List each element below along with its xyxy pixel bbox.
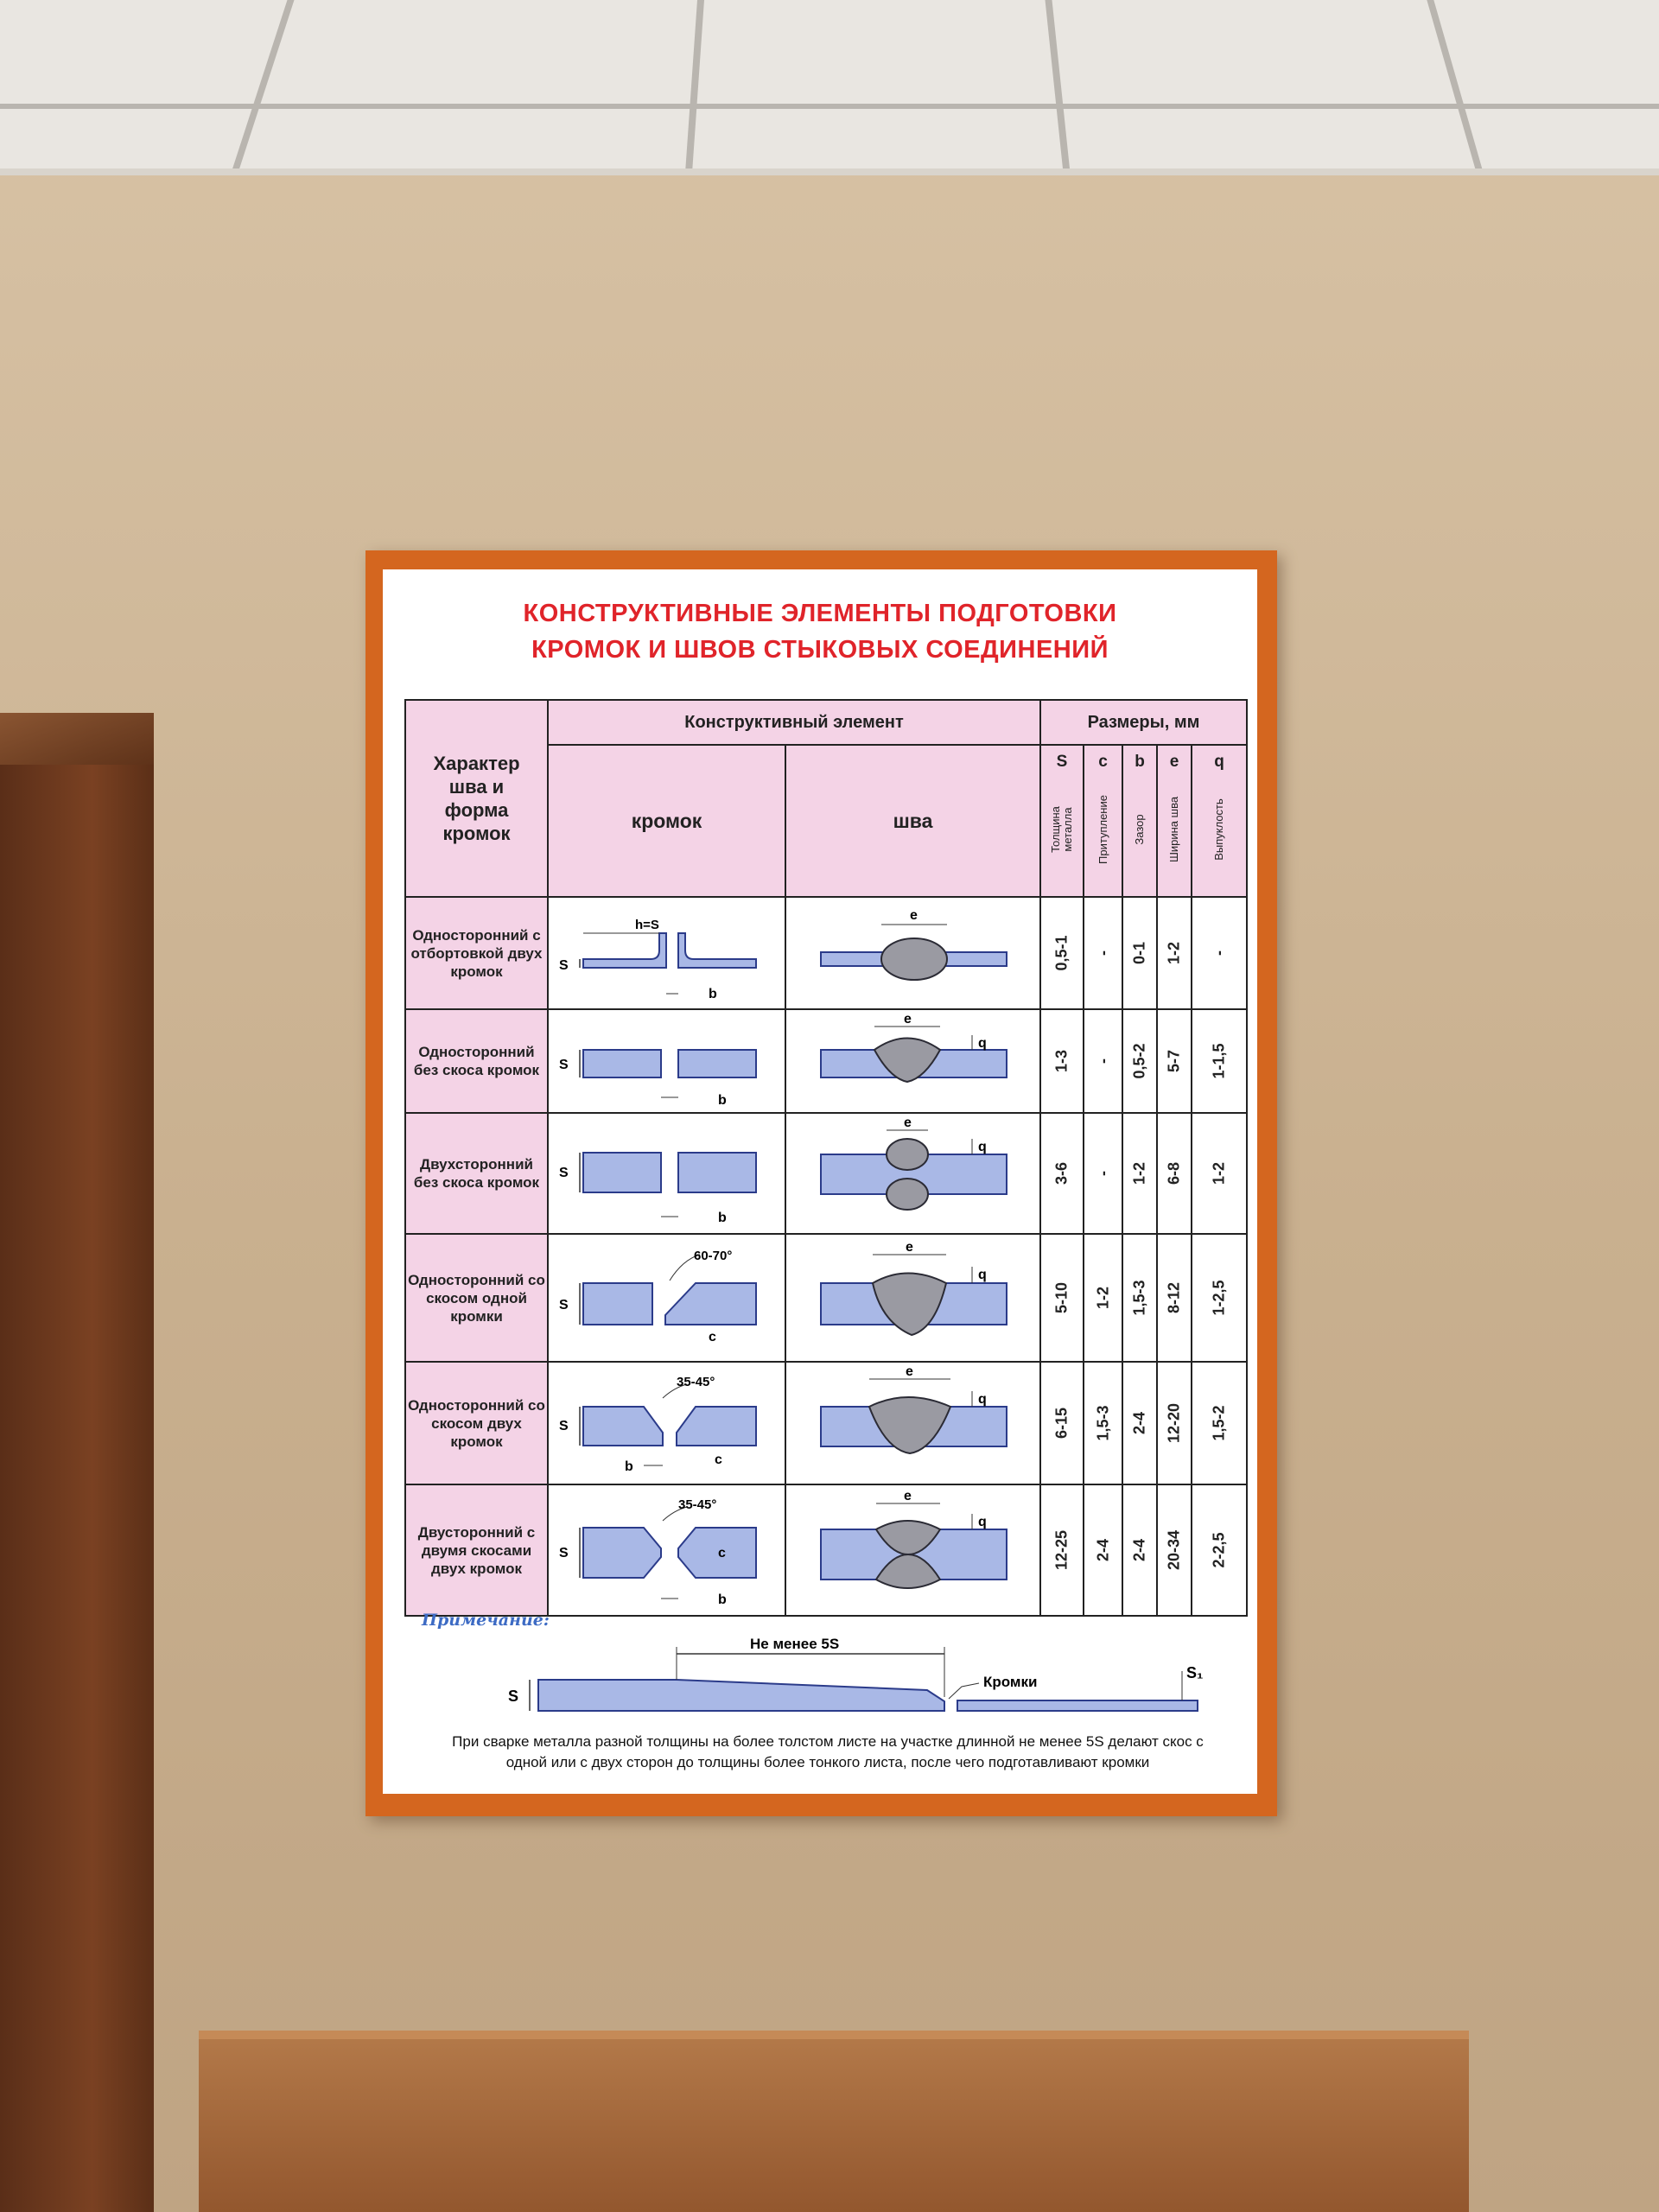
value-q: 1-2,5 — [1192, 1234, 1247, 1362]
value-b: 1,5-3 — [1122, 1234, 1157, 1362]
note-title: Примечание: — [422, 1611, 550, 1630]
label-q: q — [978, 1036, 987, 1051]
row-name: Односторонний со скосом одной кромки — [405, 1234, 548, 1362]
header-dim-e: e Ширина шва — [1157, 745, 1192, 897]
value-q: 1-2 — [1192, 1113, 1247, 1234]
value-s: 0,5-1 — [1040, 897, 1084, 1009]
label-e: e — [904, 1012, 912, 1027]
seam-diagram — [785, 897, 1040, 1009]
seam-diagram — [785, 1113, 1040, 1234]
label-b: b — [718, 1592, 727, 1607]
poster — [365, 550, 1277, 1816]
row-name: Односторонний без скоса кромок — [405, 1009, 548, 1113]
label-e: e — [904, 1489, 912, 1503]
header-seam: шва — [785, 745, 1040, 897]
table-row — [405, 897, 1247, 1009]
label-s: S — [559, 1546, 569, 1560]
header-dim-c: c Притупление — [1084, 745, 1122, 897]
welding-table — [404, 699, 1248, 1617]
seam-diagram — [785, 1484, 1040, 1616]
edge-diagram — [548, 1113, 785, 1234]
value-c: - — [1084, 897, 1122, 1009]
value-c: - — [1084, 1009, 1122, 1113]
table-row — [405, 1113, 1247, 1234]
label-angle: 35-45° — [677, 1375, 715, 1389]
seam-diagram — [785, 1234, 1040, 1362]
label-c: c — [709, 1330, 716, 1344]
value-e: 1-2 — [1157, 897, 1192, 1009]
value-e: 12-20 — [1157, 1362, 1192, 1484]
label-e: e — [906, 1240, 913, 1255]
label-q: q — [978, 1515, 987, 1529]
seam-diagram — [785, 1362, 1040, 1484]
edge-diagram — [548, 1009, 785, 1113]
title-line-1: КОНСТРУКТИВНЫЕ ЭЛЕМЕНТЫ ПОДГОТОВКИ — [523, 600, 1117, 627]
edge-diagram — [548, 1234, 785, 1362]
note-s1-label: S₁ — [1186, 1664, 1204, 1681]
header-character: Характер шва и форма кромок — [405, 700, 548, 897]
note-diagram — [504, 1619, 1221, 1723]
label-angle: 60-70° — [694, 1249, 733, 1263]
label-b: b — [718, 1211, 727, 1225]
header-edges: кромок — [548, 745, 785, 897]
label-b: b — [625, 1459, 633, 1474]
value-q: 1-1,5 — [1192, 1009, 1247, 1113]
label-s: S — [559, 958, 569, 973]
label-s: S — [559, 1419, 569, 1433]
value-c: 2-4 — [1084, 1484, 1122, 1616]
value-c: 1,5-3 — [1084, 1362, 1122, 1484]
poster-sheet — [383, 569, 1257, 1794]
note-edge-label: Кромки — [983, 1674, 1038, 1690]
table-row — [405, 1362, 1247, 1484]
header-sizes: Размеры, мм — [1040, 700, 1247, 745]
label-s: S — [559, 1298, 569, 1313]
label-c: c — [718, 1546, 726, 1560]
row-name: Двусторонний с двумя скосами двух кромок — [405, 1484, 548, 1616]
value-q: 2-2,5 — [1192, 1484, 1247, 1616]
wardrobe — [0, 713, 154, 2212]
value-c: - — [1084, 1113, 1122, 1234]
label-s: S — [559, 1166, 569, 1180]
note-dim-label: Не менее 5S — [750, 1636, 840, 1652]
label-h-s: h=S — [635, 918, 659, 932]
label-e: e — [904, 1116, 912, 1130]
label-b: b — [718, 1093, 727, 1108]
poster-title — [383, 595, 1257, 668]
row-name: Односторонний со скосом двух кромок — [405, 1362, 548, 1484]
header-dim-s: S Толщина металла — [1040, 745, 1084, 897]
edge-diagram — [548, 897, 785, 1009]
value-e: 20-34 — [1157, 1484, 1192, 1616]
label-e: e — [906, 1364, 913, 1379]
value-b: 1-2 — [1122, 1113, 1157, 1234]
title-line-2: КРОМОК И ШВОВ СТЫКОВЫХ СОЕДИНЕНИЙ — [531, 636, 1109, 664]
note-s-label: S — [508, 1688, 519, 1705]
edge-diagram — [548, 1484, 785, 1616]
edge-diagram — [548, 1362, 785, 1484]
label-e: e — [910, 908, 918, 923]
desk-edge — [199, 2031, 1469, 2039]
value-s: 6-15 — [1040, 1362, 1084, 1484]
row-name: Односторонний с отбортовкой двух кромок — [405, 897, 548, 1009]
value-b: 2-4 — [1122, 1484, 1157, 1616]
label-q: q — [978, 1140, 987, 1154]
value-s: 1-3 — [1040, 1009, 1084, 1113]
ceiling — [0, 0, 1659, 175]
seam-diagram — [785, 1009, 1040, 1113]
header-dim-b: b Зазор — [1122, 745, 1157, 897]
value-b: 2-4 — [1122, 1362, 1157, 1484]
label-b: b — [709, 987, 717, 1001]
label-c: c — [715, 1452, 722, 1467]
label-angle: 35-45° — [678, 1497, 717, 1512]
label-s: S — [559, 1058, 569, 1072]
table-row — [405, 1234, 1247, 1362]
value-c: 1-2 — [1084, 1234, 1122, 1362]
value-e: 6-8 — [1157, 1113, 1192, 1234]
value-s: 12-25 — [1040, 1484, 1084, 1616]
header-dim-q: q Выпуклость — [1192, 745, 1247, 897]
value-e: 5-7 — [1157, 1009, 1192, 1113]
value-e: 8-12 — [1157, 1234, 1192, 1362]
value-b: 0-1 — [1122, 897, 1157, 1009]
label-q: q — [978, 1268, 987, 1282]
note-text: При сварке металла разной толщины на более толстом листе на участке длинной не менее 5S делают скос с одной или с двух сторон до толщины более тонкого листа, после чего подготавливают кромки — [452, 1733, 1204, 1770]
value-q: - — [1192, 897, 1247, 1009]
label-q: q — [978, 1392, 987, 1407]
value-q: 1,5-2 — [1192, 1362, 1247, 1484]
wardrobe-top — [0, 713, 154, 765]
row-name: Двухсторонний без скоса кромок — [405, 1113, 548, 1234]
header-element: Конструктивный элемент — [548, 700, 1040, 745]
desk — [199, 2031, 1469, 2212]
value-s: 3-6 — [1040, 1113, 1084, 1234]
value-b: 0,5-2 — [1122, 1009, 1157, 1113]
table-row — [405, 1009, 1247, 1113]
value-s: 5-10 — [1040, 1234, 1084, 1362]
table-row — [405, 1484, 1247, 1616]
